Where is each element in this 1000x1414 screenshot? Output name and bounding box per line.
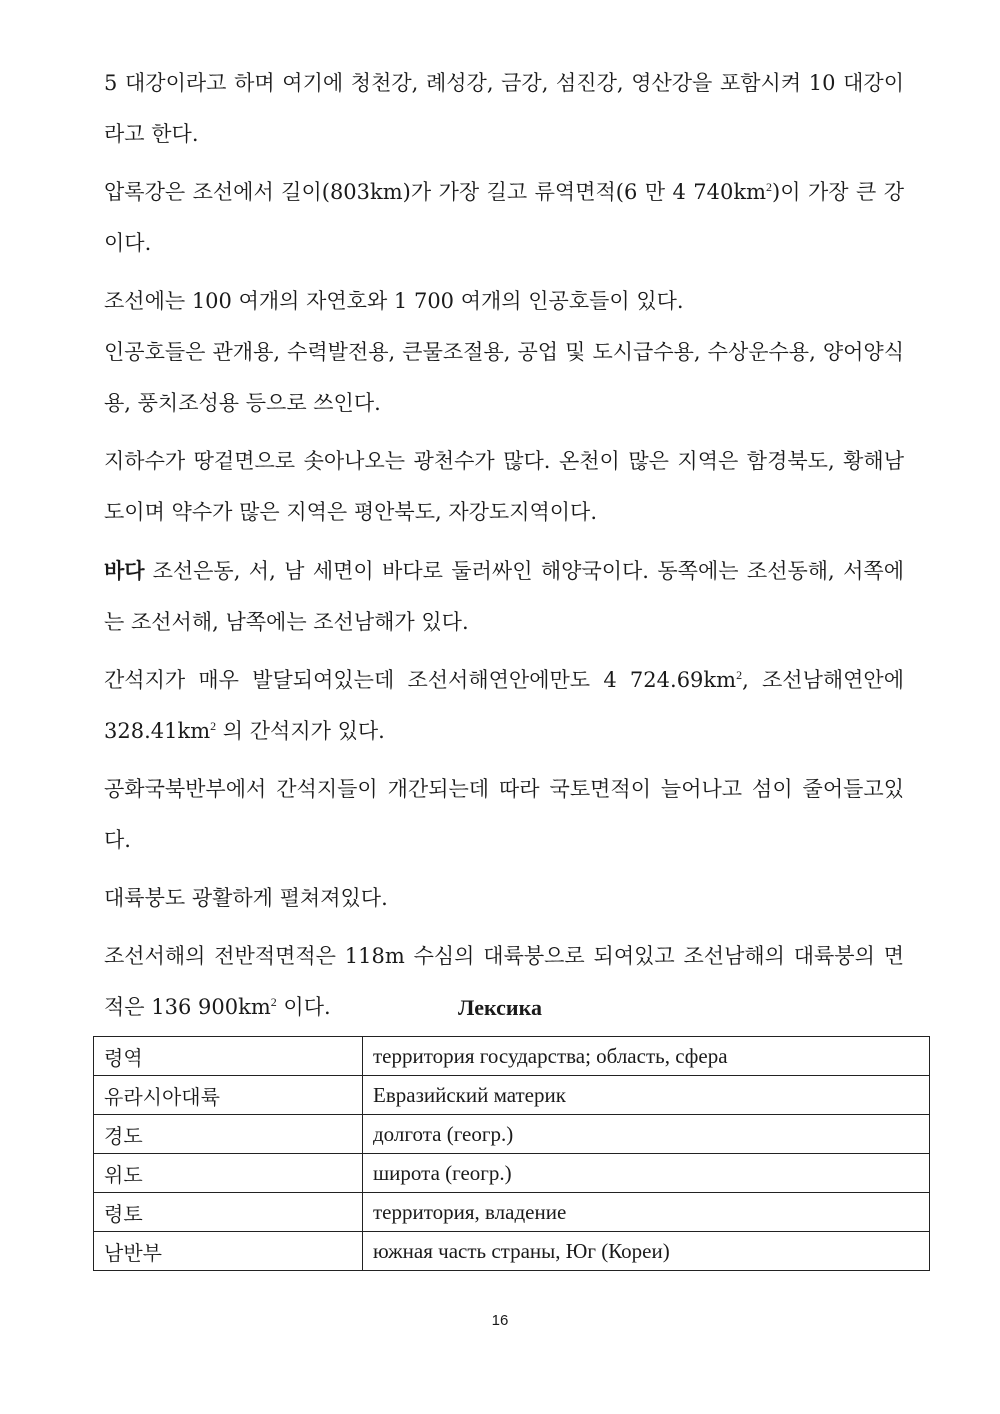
paragraph-tidal-flats [104, 655, 904, 757]
lexicon-table [93, 1036, 930, 1271]
russian-translation: широта (геогр.) [363, 1154, 930, 1193]
korean-term: 경도 [94, 1115, 363, 1154]
shelf-text-b: 이다. [276, 995, 331, 1019]
superscript: 2 [270, 995, 277, 1009]
tidal-text-a: 간석지가 매우 발달되여있는데 조선서해연안에만도 4 724.69km [104, 668, 737, 692]
russian-translation: южная часть страны, Юг (Кореи) [363, 1232, 930, 1271]
superscript: 2 [766, 180, 773, 194]
paragraph-mineral-water: 지하수가 땅겉면으로 솟아나오는 광천수가 많다. 온천이 많은 지역은 함경북도, 황해남도이며 약수가 많은 지역은 평안북도, 자강도지역이다. [104, 449, 904, 524]
tidal-text-c: 의 간석지가 있다. [216, 719, 385, 743]
russian-translation: территория, владение [363, 1193, 930, 1232]
superscript: 2 [210, 719, 217, 733]
paragraph-ten-rivers: 5 대강이라고 하며 여기에 청천강, 례성강, 금강, 섬진강, 영산강을 포함시켜 10 대강이라고 한다. [104, 71, 904, 146]
paragraph-lakes: 조선에는 100 여개의 자연호와 1 700 여개의 인공호들이 있다. [104, 289, 684, 313]
term-sea: 바다 [104, 558, 145, 583]
korean-term: 남반부 [94, 1232, 363, 1271]
korean-term: 위도 [94, 1154, 363, 1193]
amnok-text-b: )이 가장 큰 강이다. [104, 180, 904, 255]
shelf-text-a: 조선서해의 전반적면적은 118m 수심의 대륙붕으로 되여있고 조선남해의 대륙붕의 면적은 136 900km [104, 944, 904, 1019]
table-row [94, 1076, 930, 1115]
lexicon-title: Лексика [458, 995, 542, 1020]
table-row [94, 1154, 930, 1193]
russian-translation: Евразийский материк [363, 1076, 930, 1115]
table-row [94, 1037, 930, 1076]
document-body [104, 58, 904, 1040]
seas-text: 조선은동, 서, 남 세면이 바다로 둘러싸인 해양국이다. 동쪽에는 조선동해, 서쪽에는 조선서해, 남쪽에는 조선남해가 있다. [104, 559, 904, 634]
table-row [94, 1232, 930, 1271]
tidal-text-b: , 조선남해연안에 328.41km [104, 668, 904, 743]
korean-term: 령토 [94, 1193, 363, 1232]
paragraph-artificial-lakes: 인공호들은 관개용, 수력발전용, 큰물조절용, 공업 및 도시급수용, 수상운수용, 양어양식용, 풍치조성용 등으로 쓰인다. [104, 340, 904, 415]
paragraph-seas [104, 545, 904, 648]
paragraph-reclamation: 공화국북반부에서 간석지들이 개간되는데 따라 국토면적이 늘어나고 섬이 줄어들고있다. [104, 777, 904, 852]
russian-translation: долгота (геогр.) [363, 1115, 930, 1154]
korean-term: 유라시아대륙 [94, 1076, 363, 1115]
table-row [94, 1193, 930, 1232]
korean-term: 령역 [94, 1037, 363, 1076]
superscript: 2 [736, 668, 743, 682]
amnok-text-a: 압록강은 조선에서 길이(803km)가 가장 길고 류역면적(6 만 4 740km [104, 180, 767, 204]
page-number: 16 [491, 1312, 509, 1329]
russian-translation: территория государства; область, сфера [363, 1037, 930, 1076]
table-row [94, 1115, 930, 1154]
paragraph-amnok-river [104, 167, 904, 269]
paragraph-continental-shelf: 대륙붕도 광활하게 펼쳐져있다. [104, 886, 388, 910]
